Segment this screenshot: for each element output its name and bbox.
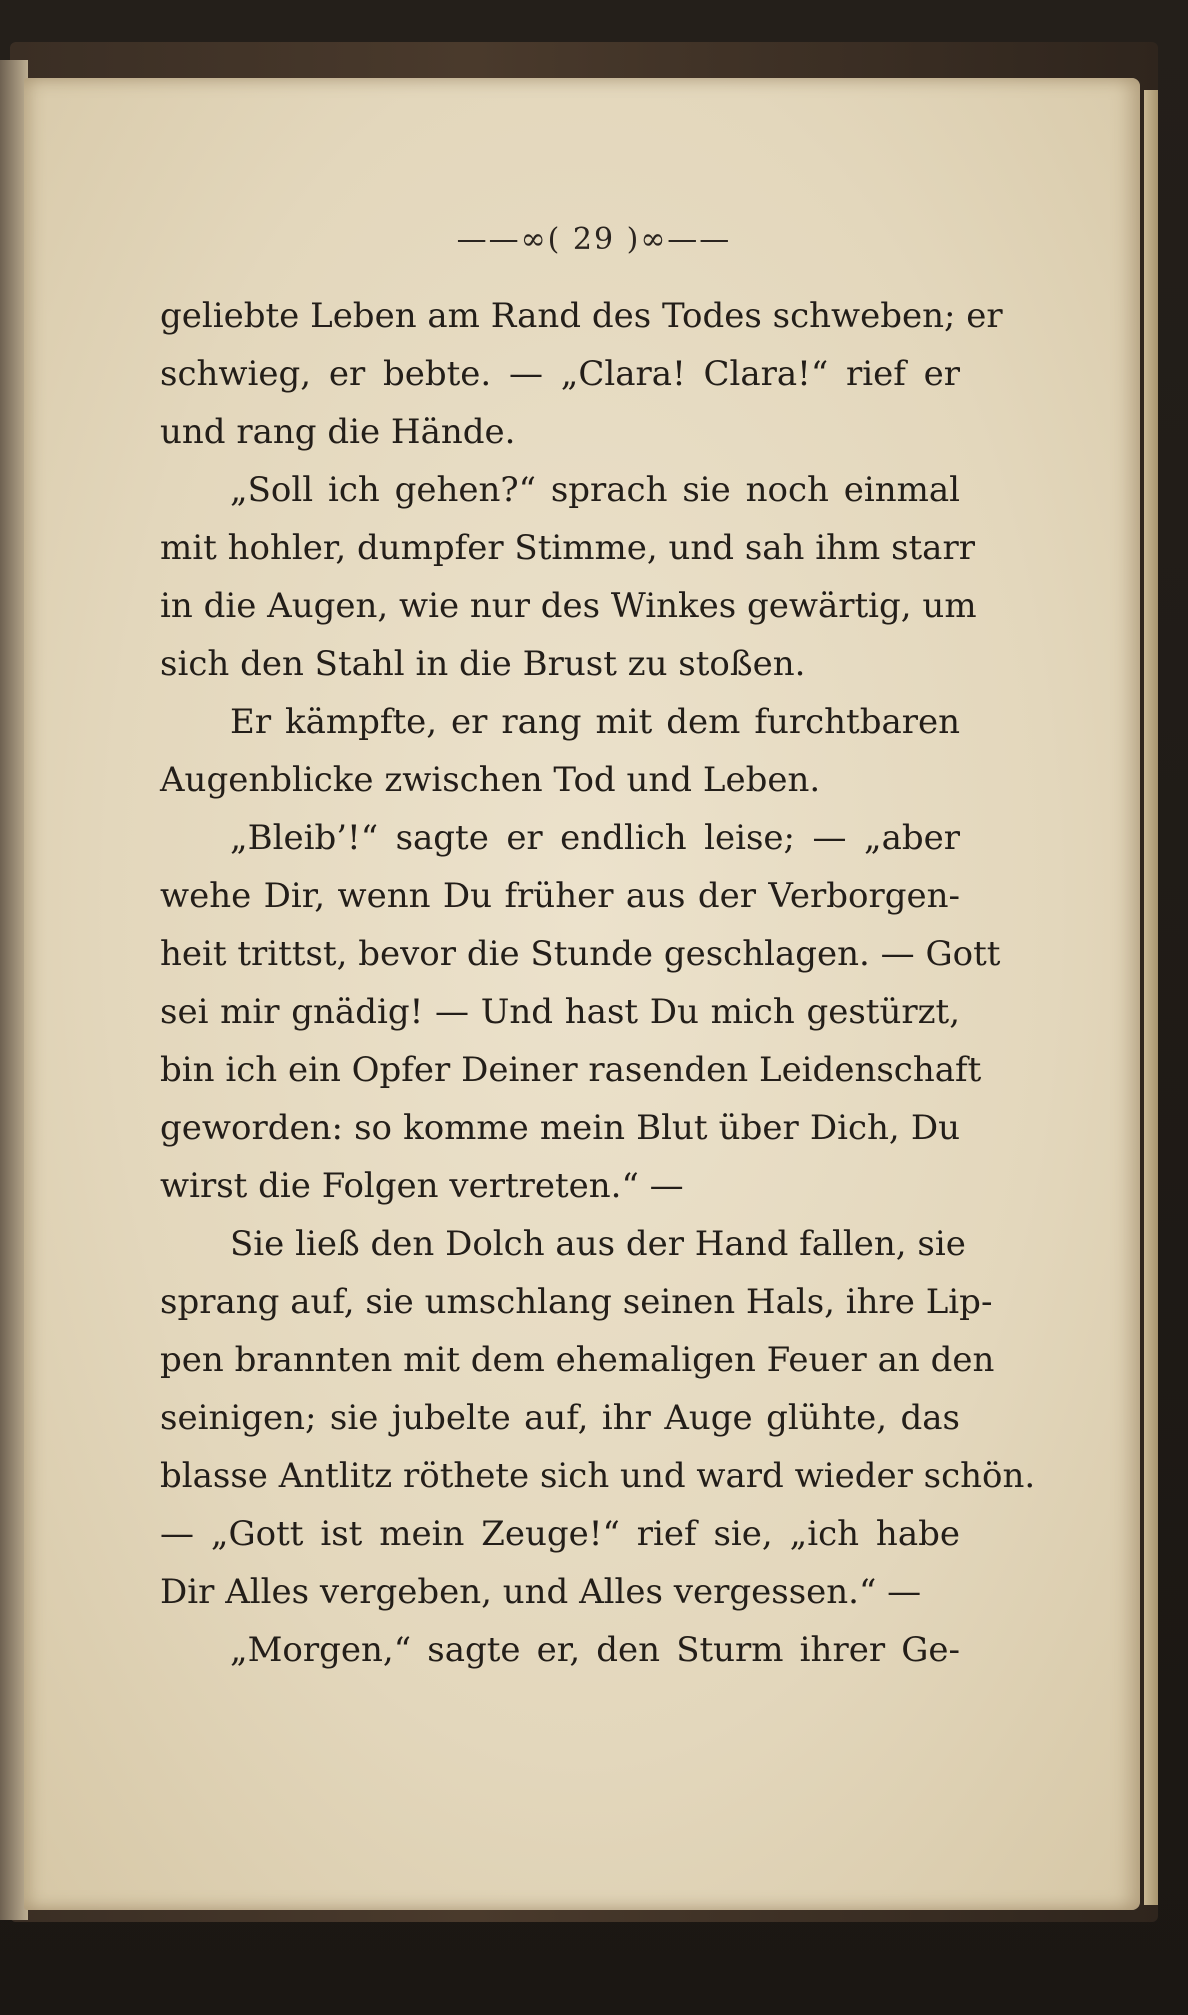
text-line: sprang auf, sie umschlang seinen Hals, ihre Lip- <box>160 1282 993 1322</box>
text-line: heit trittst, bevor die Stunde geschlagen. — Gott <box>160 934 1001 974</box>
text-line: sich den Stahl in die Brust zu stoßen. <box>160 644 806 684</box>
text-line: pen brannten mit dem ehemaligen Feuer an den <box>160 1340 995 1380</box>
text-line: „Morgen,“ sagte er, den Sturm ihrer Ge- <box>230 1630 960 1670</box>
text-line: geliebte Leben am Rand des Todes schweben; er <box>160 296 1003 336</box>
text-line: — „Gott ist mein Zeuge!“ rief sie, „ich habe <box>160 1514 960 1554</box>
body-text <box>160 287 1036 1679</box>
text-line: mit hohler, dumpfer Stimme, und sah ihm starr <box>160 528 975 568</box>
text-line: blasse Antlitz röthete sich und ward wieder schön. <box>160 1456 1036 1496</box>
text-line: Er kämpfte, er rang mit dem furchtbaren <box>230 702 960 742</box>
text-line: Augenblicke zwischen Tod und Leben. <box>160 760 821 800</box>
text-line: schwieg, er bebte. — „Clara! Clara!“ rief er <box>160 354 960 394</box>
text-line: geworden: so komme mein Blut über Dich, Du <box>160 1108 960 1148</box>
text-line: Sie ließ den Dolch aus der Hand fallen, sie <box>230 1224 966 1264</box>
text-line: wehe Dir, wenn Du früher aus der Verborgen- <box>160 876 960 916</box>
page-header: ——∞( 29 )∞—— <box>456 222 732 257</box>
page-edge <box>1144 90 1158 1905</box>
text-line: seinigen; sie jubelte auf, ihr Auge glühte, das <box>160 1398 960 1438</box>
text-line: wirst die Folgen vertreten.“ — <box>160 1166 684 1206</box>
text-line: sei mir gnädig! — Und hast Du mich gestürzt, <box>160 992 960 1032</box>
text-line: bin ich ein Opfer Deiner rasenden Leidenschaft <box>160 1050 982 1090</box>
text-line: Dir Alles vergeben, und Alles vergessen.“ — <box>160 1572 922 1612</box>
text-line: „Soll ich gehen?“ sprach sie noch einmal <box>230 470 960 510</box>
text-line: und rang die Hände. <box>160 412 516 452</box>
text-line: „Bleib’!“ sagte er endlich leise; — „aber <box>230 818 960 858</box>
text-line: in die Augen, wie nur des Winkes gewärtig, um <box>160 586 977 626</box>
